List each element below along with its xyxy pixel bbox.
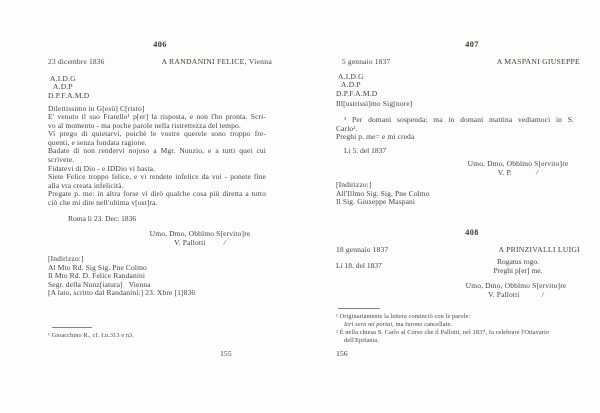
motto-line: Rogatus rogo. [496,257,540,266]
text: , ma furono cancellate. [392,321,453,329]
body-line: Fidatevi di Dio - e IDDio vi basta. [48,163,156,173]
invocation-line: D.P.F.A.M.D [336,88,378,98]
letter-407-signature [396,160,600,177]
letter-408-signature [394,282,600,299]
footnote-line [336,329,580,337]
letter-406-date: 23 dicembre 1836 [48,57,105,66]
letter-408-motto [396,258,600,275]
letter-407-date: 5 gennaio 1837 [342,57,391,66]
signature-flourish: / [223,237,226,247]
address-line: Segr. della Nunz[iatura] Vienna [48,279,151,289]
letter-406-place-date: Roma li 23. Dec: 1836 [68,214,137,223]
body-line: Vi prego di quietarvi, poichè le vostre querele sono troppo fre- [48,129,266,139]
signature-name-line [394,291,600,300]
invocation-line: A.I.D.G [50,74,76,83]
letter-406-number: 406 [153,40,167,49]
letter-407-date-row [336,57,580,66]
invocation-line: D.P.F.A.M.D [48,90,90,100]
footnote-line [336,321,580,329]
body-line: Carlo². [336,123,358,133]
letter-407-number: 407 [465,40,479,49]
body-line: ciò che mi dite nell'ultima v[ost]ra. [48,197,158,207]
signature-flourish: / [535,167,539,177]
invocation-line: A.D.P [341,80,361,90]
body-line: alla vra creata infelicità. [48,180,124,190]
letter-406-body [48,113,266,208]
letter-406-address-block [48,255,272,298]
footnote-rule [52,327,92,328]
invocation-line: A.D.P [53,82,73,92]
letter-408-date: 18 gennaio 1837 [336,245,389,254]
signature-name: V. Pallotti [174,237,206,247]
letter-407-addressee: A MASPANI GIUSEPPE [496,57,580,66]
letter-406-footnote: ¹ Gioacchino R., cf. I.n.313 e n3. [48,332,135,339]
signature-salutation-line: Umo, Dmo, Obblmo S[ervito]re [149,229,251,238]
invocation-line: A.I.D.G [338,72,364,81]
letter-408-place-date: Li 18. del 1837 [336,261,382,270]
signature-salutation-line: Umo, Dmo, Obblmo S[ervito]re [465,281,567,290]
address-line: Il Sig. Giuseppe Maspani [336,197,416,207]
letter-406-signature [88,230,312,247]
signature-name: V. Pallotti [488,289,520,299]
page-right-footnotes [336,313,580,345]
italic-text: Ieri sera mi portai [344,321,393,329]
address-line: All'Illmo Sig. Sig. Pne Colmo [336,188,430,198]
signature-flourish: / [541,289,544,299]
letter-407-place-date: Li 5. del 1837 [344,146,387,155]
signature-name-line [88,239,312,248]
address-line: Il Mto Rd. D. Felice Randanini [48,271,146,281]
letter-408-number: 408 [465,228,479,237]
letter-406-date-row [48,57,272,66]
letter-408-addressee: A PRINZIVALLI LUIGI [498,245,580,254]
text: ¹ Originariamente la lettera cominciò con le parole: [336,313,471,320]
address-line: [Indirizzo:] [336,180,372,189]
letter-406-addressee: A RANDANINI FELICE, Vienna [161,57,272,66]
letter-407-salutation: Ill[ustrissi]mo Sig[nore] [336,99,413,108]
footnote-line [336,313,580,321]
address-line: Al Mto Rd. Sig Sig. Pne Colmo [48,262,147,272]
body-line: vo al momento - ma poche parole nella ristrettezza del tempo. [48,120,241,130]
letter-407-body [336,116,574,142]
body-line: Pregate p. me: in altra forse vi dirò qualche cosa più diretta a tutto [48,189,266,199]
footnote-line [336,337,580,345]
text: ² È nella chiesa S. Carlo al Corso che il Pallotti, nel 1837, fa celebrare l'Ottavario [336,329,550,337]
letter-406-invocation [48,75,272,100]
letter-407-invocation [336,73,580,98]
body-line: ¹ Per domani sospenda: ma in domani mattina vediamoci in S. [344,115,574,124]
letter-407-address-block [336,181,580,207]
body-line: Preghi p. me= e mi creda [336,132,415,142]
body-line: Badate di non rendervi nojoso a Mgr. Nunzio, e a tutti quei cui [48,146,266,156]
page-number-156: 156 [336,349,348,358]
body-line: scrivete. [48,154,75,164]
text: dell'Epifania. [344,337,379,345]
page-right [336,0,580,413]
signature-name: V. P. [497,167,512,177]
signature-salutation-line: Umo, Dmo, Obblmo S[ervito]re [467,159,569,168]
body-line: quenti, e senza fondata ragione. [48,137,147,147]
body-line: Siete Felice troppo felice, e vi rendete infelice da voi - ponete fine [48,172,266,182]
letter-406-salutation: Dilettissimo in G[esù] C[risto] [48,104,145,113]
body-line: E' venuto il suo Fratello¹ p[er] la risposta, e non l'ho pronta. Scri- [48,112,266,121]
motto-line: Preghi p[er] me. [493,265,543,275]
letter-408-date-row [336,245,580,254]
signature-name-line [396,169,600,178]
address-line: [Indirizzo:] [48,254,84,263]
page-left [48,0,272,413]
page-number-155: 155 [220,349,232,358]
address-line: [A lato, scritto dal Randanini:] 23. Xbre [1]836 [48,288,196,298]
footnote-rule [338,308,380,309]
